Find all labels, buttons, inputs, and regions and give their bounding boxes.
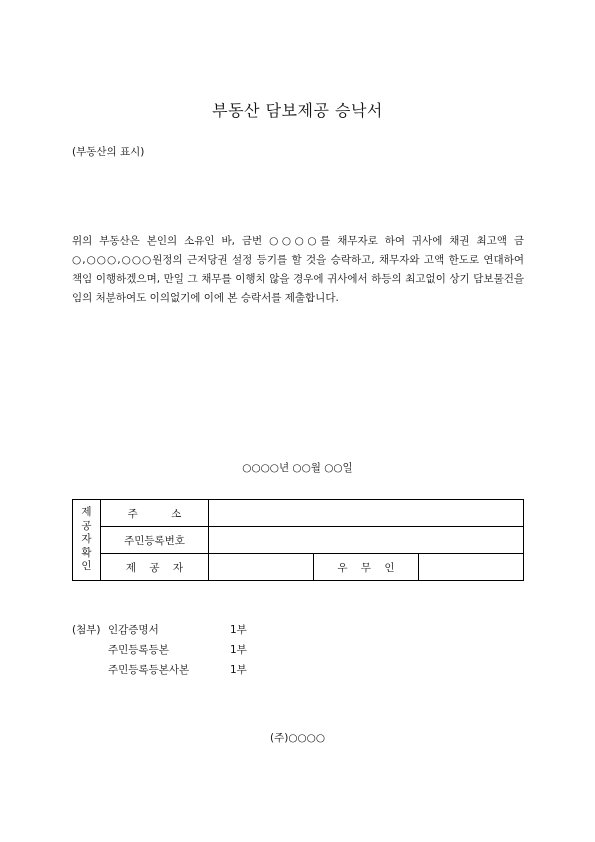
attachment-name: 주민등록등본 <box>108 644 169 656</box>
attachment-quantity: 1부 <box>230 644 247 656</box>
consent-body-text: 위의 부동산은 본인의 소유인 바, 금번 ○○○○를 채무자로 하여 귀사에 채권 최고액 금 ○,○○○,○○○원정의 근저당권 설정 등기를 할 것을 승락하고, 채무자와 고액 한도로 연대하여 책임 이행하겠으며, 만일 그 채무를 이행치 않을 경우에 귀사에서 하등의 최고없이 상기 담보물건을 임의 처분하여도 이의없기에 이에 본 승락서를 제출합니다. <box>72 235 524 304</box>
address-value-cell[interactable] <box>209 500 524 527</box>
attachments-heading: (첨부) <box>72 624 101 636</box>
side-label-char: 공 <box>81 519 92 532</box>
thumbprint-value-cell[interactable] <box>419 554 524 581</box>
resident-number-label: 주민등록번호 <box>101 527 209 554</box>
attachment-name: 인감증명서 <box>108 624 159 636</box>
thumbprint-label: 우 무 인 <box>314 554 419 581</box>
side-label-char: 자 <box>81 533 92 546</box>
document-date: ○○○○년 ○○월 ○○일 <box>242 462 353 474</box>
provider-label: 제 공 자 <box>101 554 209 581</box>
document-title: 부동산 담보제공 승낙서 <box>212 101 383 120</box>
attachment-quantity: 1부 <box>230 664 247 676</box>
address-label: 주 소 <box>101 500 209 527</box>
side-label-char: 제 <box>81 506 92 519</box>
resident-number-value-cell[interactable] <box>209 527 524 554</box>
attachment-quantity: 1부 <box>230 624 247 636</box>
provider-value-cell[interactable] <box>209 554 314 581</box>
property-description-label: (부동산의 표시) <box>72 146 145 158</box>
attachment-name: 주민등록등본사본 <box>108 664 190 676</box>
side-label-char: 인 <box>81 560 92 573</box>
company-name: (주)○○○○ <box>270 732 325 744</box>
provider-confirmation-side-label <box>73 500 101 581</box>
side-label-char: 확 <box>81 546 92 559</box>
provider-confirmation-table <box>72 499 524 581</box>
